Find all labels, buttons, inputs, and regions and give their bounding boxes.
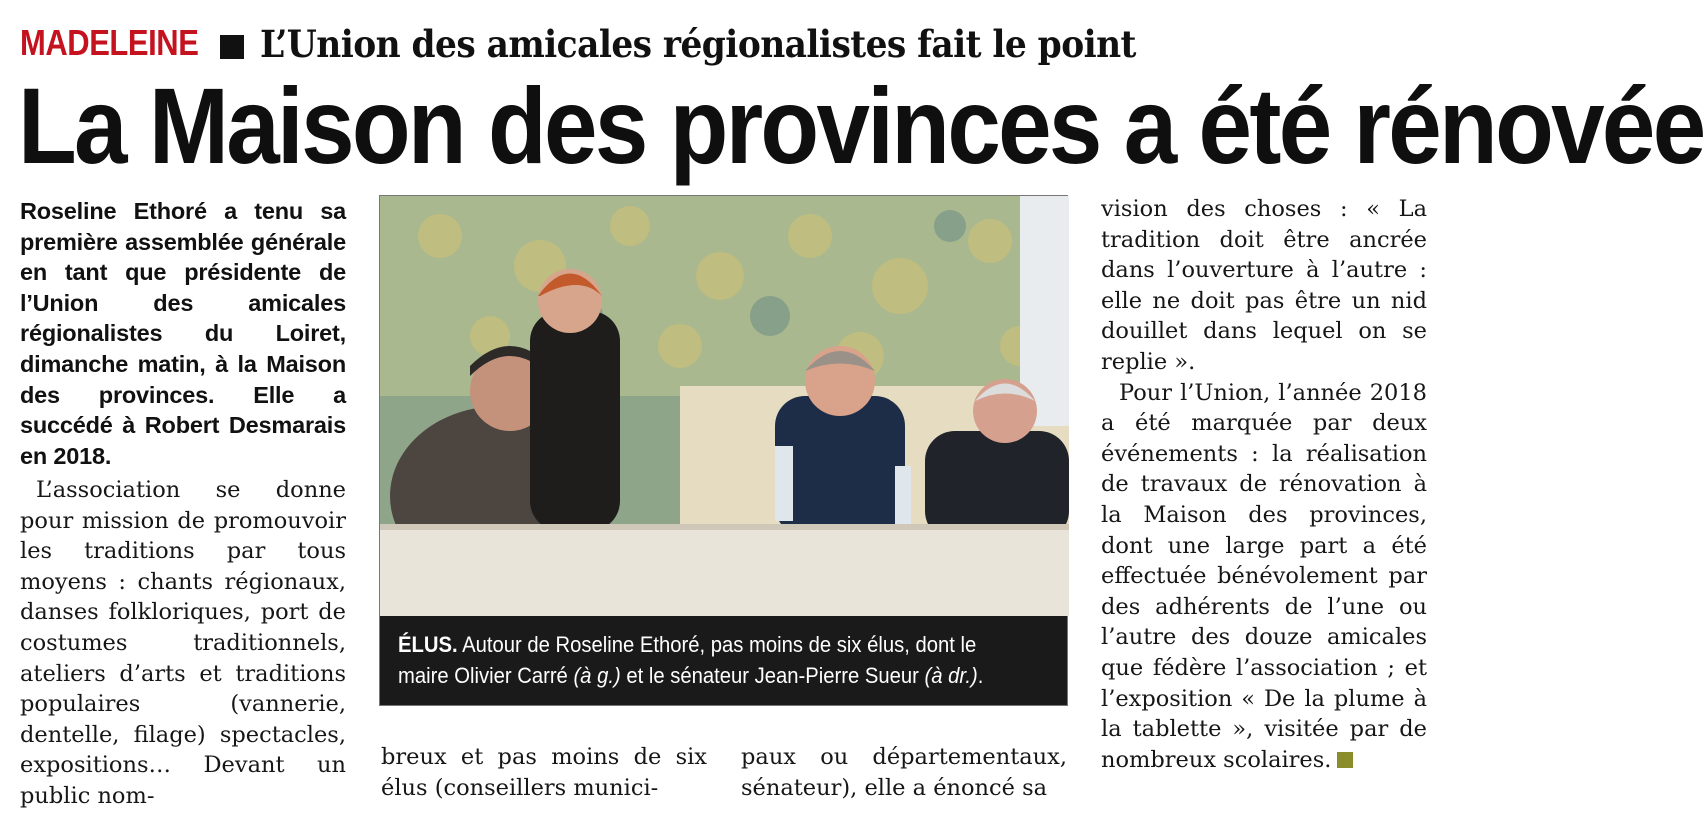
article-headline: La Maison des provinces a été rénovée (18, 65, 1704, 186)
article-kicker (20, 22, 1136, 70)
body-paragraph-quote: vision des choses : « La tradition doit être ancrée dans l’ouverture à l’autre : elle ne doit pas être un nid douillet dans lequel on se replie ». (1101, 196, 1427, 375)
photo-image (380, 196, 1069, 616)
body-column-2: breux et pas moins de six élus (conseillers munici- (381, 744, 707, 801)
caption-end: . (977, 663, 984, 688)
end-of-article-icon (1337, 752, 1353, 768)
body-column-3: paux ou départementaux, sénateur), elle a énoncé sa (741, 744, 1067, 801)
kicker-title: L’Union des amicales régionalistes fait le point (260, 22, 1136, 66)
body-paragraph-union (1101, 378, 1427, 776)
kicker-place: MADELEINE (20, 22, 199, 63)
body-paragraph-union-text: Pour l’Union, l’année 2018 a été marquée par deux événements : la réalisation de travaux de rénovation à la Maison des provinces, dont une large part a été effectuée bénévolement par des adhérents de l’une ou l’autre des douze amicales que fédère l’association ; et l’exposition « De la plume à la tablette », visitée par de nombreux scolaires. (1101, 379, 1427, 773)
caption-text-2: maire Olivier Carré (398, 663, 574, 688)
caption-text-3: et le sénateur Jean-Pierre Sueur (620, 663, 925, 688)
caption-text-1: Autour de Roseline Ethoré, pas moins de six élus, dont le (457, 632, 977, 657)
body-column-4 (1101, 194, 1427, 775)
article-lead: Roseline Ethoré a tenu sa première assemblée générale en tant que présidente de l’Union des amicales régionalistes du Loiret, dimanche matin, à la Maison des provinces. Elle a succédé à Robert Desmarais en 2018. (20, 198, 346, 469)
body-column-1: L’association se donne pour mission de promouvoir les traditions par tous moyens : chants régionaux, danses folkloriques, port de costumes traditionnels, ateliers d’arts et traditions populaires (vannerie, dentelle, filage) spectacles, expositions… Devant un public nom- (20, 477, 346, 809)
article-photo (379, 195, 1068, 706)
caption-note-right: (à dr.) (924, 663, 978, 688)
caption-label: ÉLUS. (398, 632, 458, 657)
caption-note-left: (à g.) (573, 663, 621, 688)
photo-caption (398, 629, 1005, 691)
kicker-square-icon (220, 35, 244, 59)
